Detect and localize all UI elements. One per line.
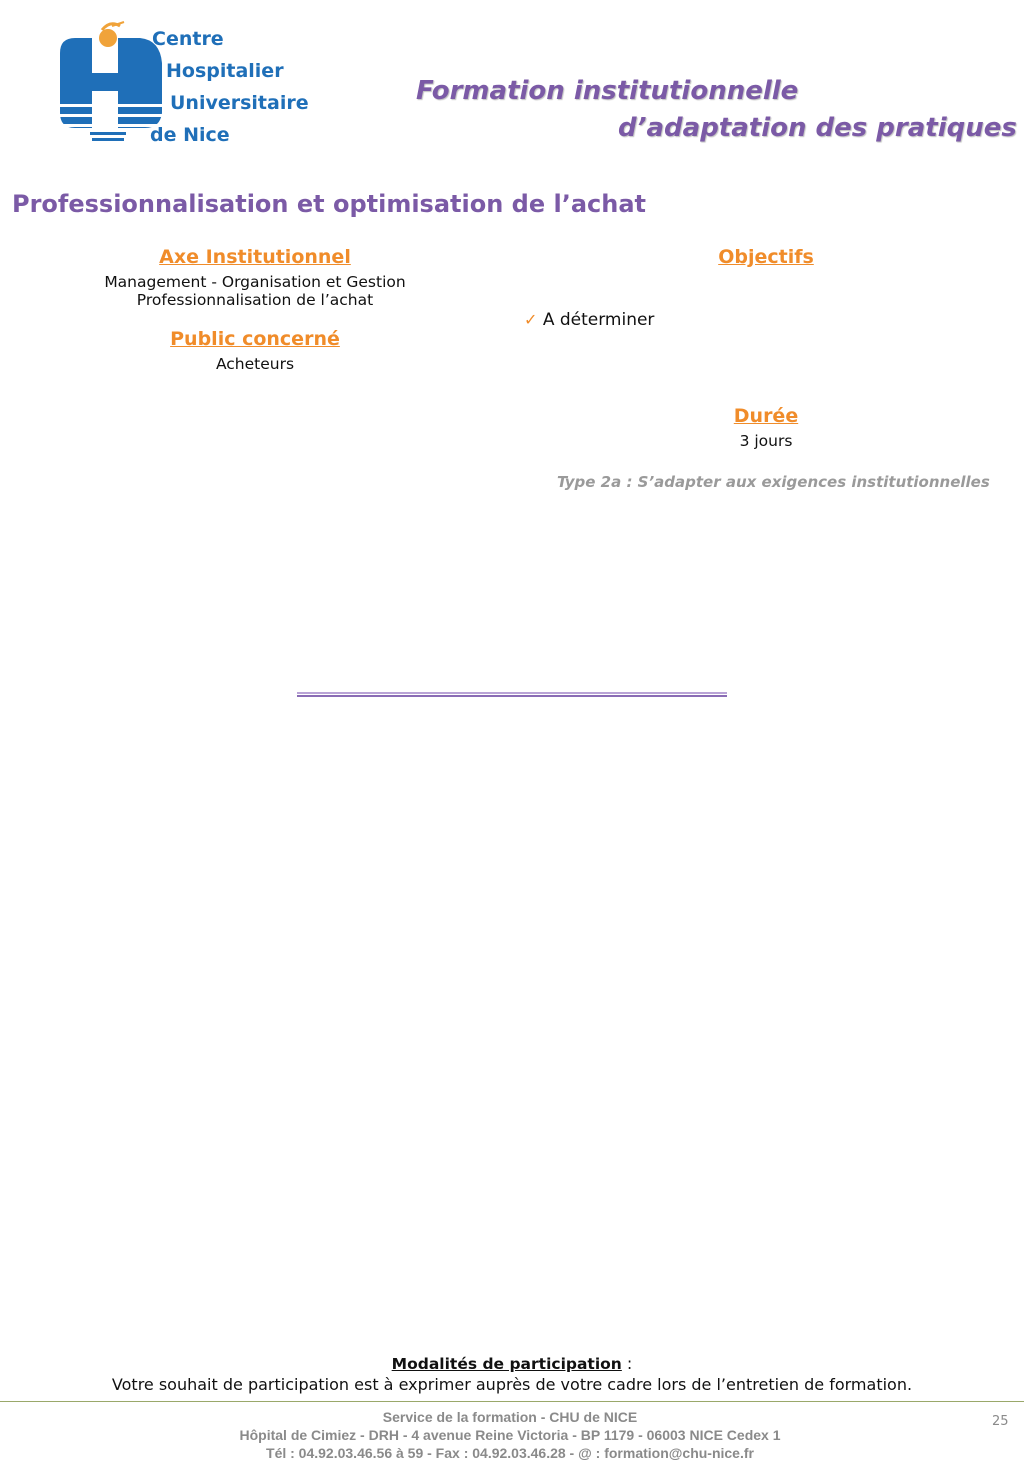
objectif-item-text: A déterminer: [542, 310, 655, 330]
axe-line1: Management - Organisation et Gestion: [104, 273, 406, 291]
logo-line1: Centre: [152, 28, 224, 50]
decorative-divider: [297, 692, 727, 698]
footer-divider: [0, 1401, 1024, 1402]
axe-section: [50, 246, 460, 309]
footer-line3: Tél : 04.92.03.46.56 à 59 - Fax : 04.92.03.46.28 - @ : formation@chu-nice.fr: [266, 1445, 754, 1461]
public-section: [50, 328, 460, 373]
type-note: Type 2a : S’adapter aux exigences institutionnelles: [557, 473, 990, 491]
header-title-line1: Formation institutionnelle: [416, 76, 799, 106]
logo-line3: Universitaire: [170, 92, 309, 114]
axe-heading: Axe Institutionnel: [159, 246, 351, 268]
check-icon: ✓: [524, 310, 538, 329]
public-text: Acheteurs: [215, 355, 295, 373]
modalites-text: Votre souhait de participation est à exprimer auprès de votre cadre lors de l’entretien de formation.: [111, 1375, 913, 1394]
axe-line2: Professionnalisation de l’achat: [136, 291, 374, 309]
duree-section: [560, 405, 972, 450]
header-title-line2: d’adaptation des pratiques: [618, 113, 1017, 143]
modalites-heading: Modalités de participation: [391, 1355, 622, 1373]
objectif-item: [524, 310, 654, 330]
modalites-heading-row: [0, 1354, 1024, 1373]
logo-line4: de Nice: [150, 124, 230, 146]
footer-line2: Hôpital de Cimiez - DRH - 4 avenue Reine Victoria - BP 1179 - 06003 NICE Cedex 1: [239, 1427, 781, 1443]
page-title: Professionnalisation et optimisation de l’achat: [12, 190, 646, 218]
page-number: 25: [992, 1414, 1009, 1429]
objectifs-heading: Objectifs: [718, 246, 814, 268]
duree-text: 3 jours: [739, 432, 793, 450]
objectifs-section: [560, 246, 972, 268]
duree-heading: Durée: [733, 405, 799, 427]
footer-line1: Service de la formation - CHU de NICE: [382, 1409, 638, 1425]
modalites-colon: :: [621, 1354, 633, 1373]
public-heading: Public concerné: [170, 328, 340, 350]
logo-line2: Hospitalier: [166, 60, 284, 82]
chu-logo: [50, 18, 320, 148]
